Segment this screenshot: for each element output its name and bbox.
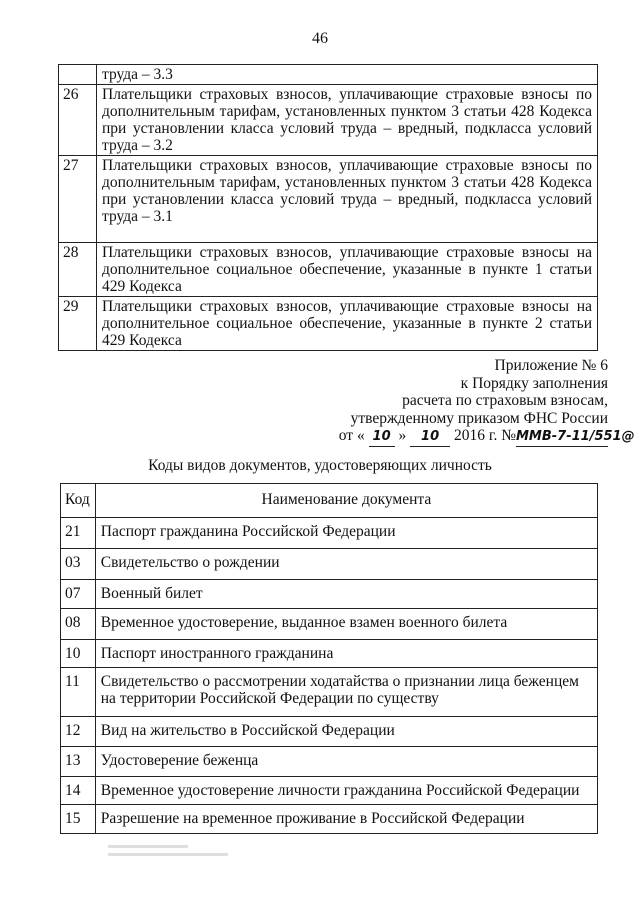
- date-day: 10: [369, 428, 395, 447]
- doc-code: 10: [61, 640, 96, 668]
- document-codes-table: [60, 483, 598, 834]
- header-name: Наименование документа: [95, 484, 597, 518]
- appendix-title: Приложение № 6: [494, 357, 608, 374]
- doc-name: Паспорт иностранного гражданина: [95, 640, 597, 668]
- table-row: [61, 668, 598, 717]
- appendix-line: расчета по страховым взносам,: [402, 392, 608, 409]
- doc-code: 12: [61, 717, 96, 747]
- appendix-date-line: [338, 427, 635, 447]
- row-text: Плательщики страховых взносов, уплачивающие страховые взносы по дополнительным тарифам, установленных пунктом 3 статьи 428 Кодекса при установлении класса условий труда – вредный, подкласса условий труда – 3.1: [97, 156, 598, 243]
- table-row: [61, 717, 598, 747]
- order-number: ММВ-7-11/551@: [516, 428, 608, 447]
- doc-name: Удостоверение беженца: [95, 747, 597, 777]
- table-row: [59, 156, 598, 243]
- table-row: [61, 747, 598, 777]
- table-header-row: [61, 484, 598, 518]
- document-title: Коды видов документов, удостоверяющих личность: [148, 457, 492, 474]
- header-code: Код: [61, 484, 96, 518]
- doc-code: 15: [61, 805, 96, 834]
- table-row: [61, 777, 598, 805]
- date-mid: »: [398, 427, 407, 444]
- doc-name: Свидетельство о рассмотрении ходатайства о признании лица беженцем на территории Российской Федерации по существу: [95, 668, 597, 717]
- page-number: 46: [312, 30, 328, 47]
- table-row: [61, 518, 598, 549]
- doc-code: 21: [61, 518, 96, 549]
- table-row: [59, 85, 598, 156]
- date-month: 10: [410, 428, 450, 447]
- table-row: [59, 243, 598, 297]
- taxpayer-category-table: [58, 64, 598, 351]
- appendix-line: к Порядку заполнения: [460, 374, 608, 392]
- doc-code: 07: [61, 580, 96, 609]
- row-text: Плательщики страховых взносов, уплачивающие страховые взносы на дополнительное социальное обеспечение, указанные в пункте 1 статьи 429 Кодекса: [97, 243, 598, 297]
- table-row: [61, 580, 598, 609]
- appendix-header: [338, 357, 635, 447]
- faint-stamp: [108, 845, 228, 856]
- table-row: [59, 297, 598, 351]
- doc-code: 14: [61, 777, 96, 805]
- row-text: Плательщики страховых взносов, уплачивающие страховые взносы по дополнительным тарифам, установленных пунктом 3 статьи 428 Кодекса при установлении класса условий труда – вредный, подкласса условий труда – 3.2: [97, 85, 598, 156]
- row-number: [59, 65, 97, 85]
- doc-code: 11: [61, 668, 96, 717]
- doc-name: Свидетельство о рождении: [95, 549, 597, 580]
- row-text: Плательщики страховых взносов, уплачивающие страховые взносы на дополнительное социальное обеспечение, указанные в пункте 2 статьи 429 Кодекса: [97, 297, 598, 351]
- doc-name: Вид на жительство в Российской Федерации: [95, 717, 597, 747]
- row-text: труда – 3.3: [97, 65, 598, 85]
- row-number: 27: [59, 156, 97, 243]
- doc-name: Временное удостоверение личности гражданина Российской Федерации: [95, 777, 597, 805]
- doc-code: 03: [61, 549, 96, 580]
- doc-name: Паспорт гражданина Российской Федерации: [95, 518, 597, 549]
- table-row: [61, 549, 598, 580]
- row-number: 26: [59, 85, 97, 156]
- appendix-line: утвержденному приказом ФНС России: [350, 409, 608, 427]
- table-row: [61, 640, 598, 668]
- doc-name: Временное удостоверение, выданное взамен военного билета: [95, 609, 597, 640]
- table-row: [61, 609, 598, 640]
- doc-code: 13: [61, 747, 96, 777]
- table-row: [61, 805, 598, 834]
- doc-name: Разрешение на временное проживание в Российской Федерации: [95, 805, 597, 834]
- date-prefix: от «: [338, 427, 365, 444]
- doc-code: 08: [61, 609, 96, 640]
- table-row: [59, 65, 598, 85]
- date-year: 2016 г. №: [453, 427, 516, 444]
- doc-name: Военный билет: [95, 580, 597, 609]
- row-number: 29: [59, 297, 97, 351]
- row-number: 28: [59, 243, 97, 297]
